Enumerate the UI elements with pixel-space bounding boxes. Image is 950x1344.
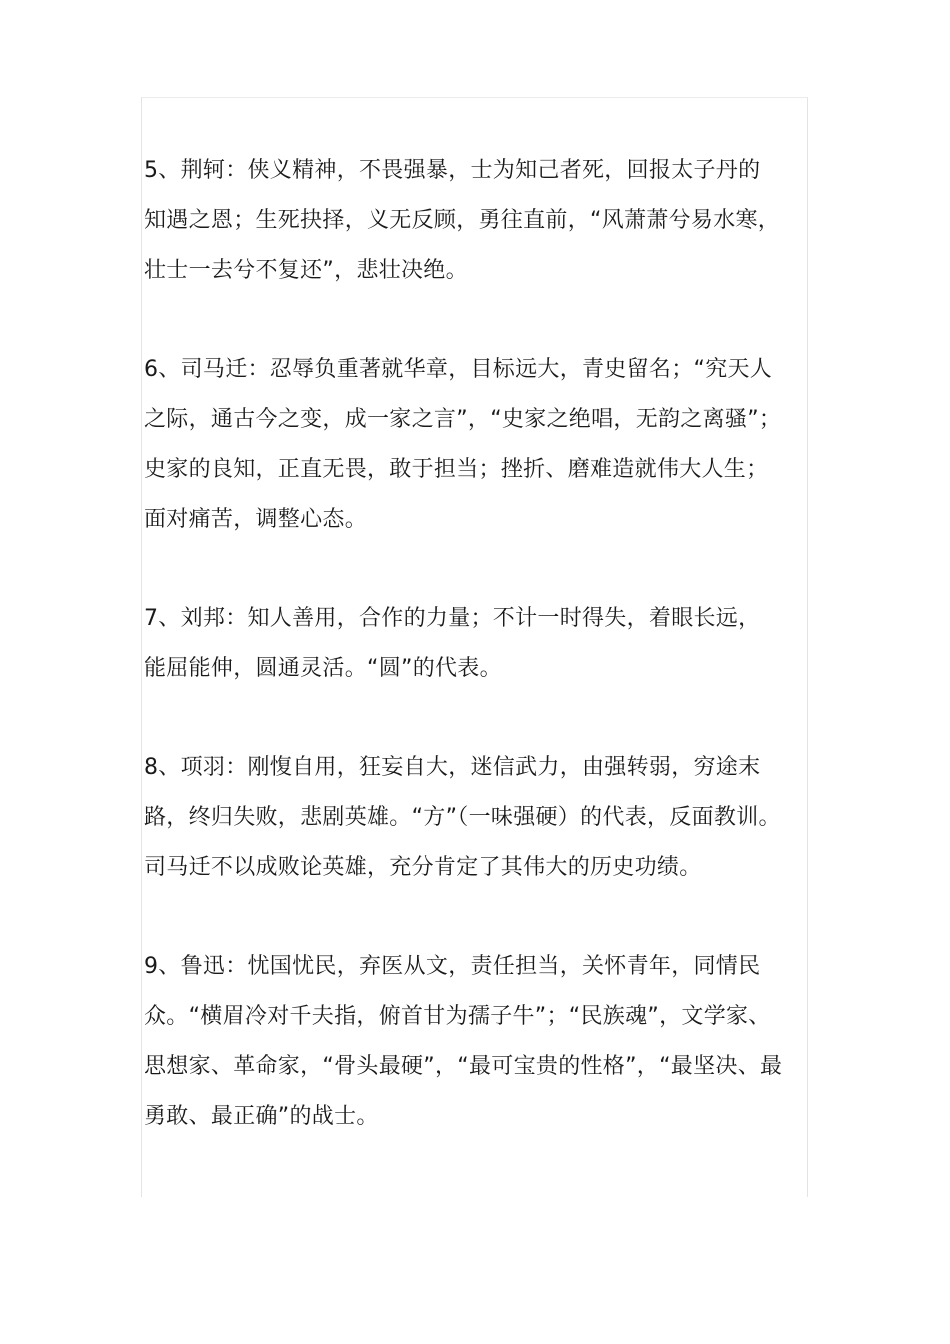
text-line: 6、司马迁：忍辱负重著就华章，目标远大，青史留名；“究天人	[144, 357, 773, 382]
paragraph-liu-bang	[144, 594, 904, 694]
paragraph-sima-qian	[144, 345, 904, 545]
paragraph-lu-xun	[144, 942, 904, 1142]
text-line: 知遇之恩；生死抉择，义无反顾，勇往直前，“风萧萧兮易水寒，	[144, 208, 781, 233]
text-line: 9、鲁迅：忧国忧民，弃医从文，责任担当，关怀青年，同情民	[144, 954, 761, 979]
text-line: 面对痛苦，调整心态。	[144, 507, 368, 532]
text-line: 壮士一去兮不复还”，悲壮决绝。	[144, 258, 468, 283]
text-line: 史家的良知，正直无畏，敢于担当；挫折、磨难造就伟大人生；	[144, 457, 769, 482]
text-line: 众。“横眉冷对千夫指，俯首甘为孺子牛”；“民族魂”，文学家、	[144, 1004, 771, 1029]
document-body	[144, 146, 904, 1191]
text-line: 7、刘邦：知人善用，合作的力量；不计一时得失，着眼长远，	[144, 606, 761, 631]
text-line: 能屈能伸，圆通灵活。“圆”的代表。	[144, 656, 502, 681]
text-line: 路，终归失败，悲剧英雄。“方”（一味强硬）的代表，反面教训。	[144, 805, 781, 830]
text-line: 8、项羽：刚愎自用，狂妄自大，迷信武力，由强转弱，穷途末	[144, 755, 761, 780]
text-line: 5、荆轲：侠义精神，不畏强暴，士为知己者死，回报太子丹的	[144, 158, 761, 183]
text-line: 司马迁不以成败论英雄，充分肯定了其伟大的历史功绩。	[144, 855, 702, 880]
paragraph-xiang-yu	[144, 743, 904, 893]
text-line: 勇敢、最正确”的战士。	[144, 1104, 379, 1129]
text-line: 思想家、革命家，“骨头最硬”，“最可宝贵的性格”，“最坚决、最	[144, 1054, 783, 1079]
paragraph-jing-ke	[144, 146, 904, 296]
text-line: 之际，通古今之变，成一家之言”，“史家之绝唱，无韵之离骚”；	[144, 407, 782, 432]
